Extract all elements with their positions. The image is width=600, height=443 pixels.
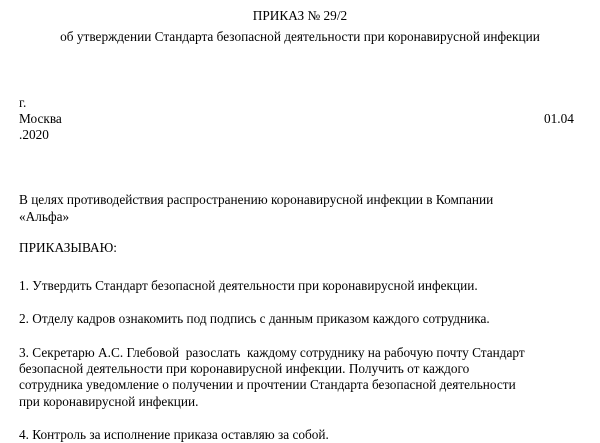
item-4: 4. Контроль за исполнение приказа оставляю за собой.: [19, 427, 329, 442]
order-title: ПРИКАЗ № 29/2: [252, 8, 348, 23]
date-year: .2020: [19, 127, 49, 142]
item-2: 2. Отделу кадров ознакомить под подпись с данным приказом каждого сотрудника.: [19, 311, 490, 326]
item-3-line-3: сотрудника уведомление о получении и прочтении Стандарта безопасной деятельности: [19, 377, 516, 392]
date-day-month: 01.04: [544, 111, 574, 126]
order-word: ПРИКАЗЫВАЮ:: [19, 240, 117, 255]
city-prefix: г.: [19, 95, 27, 110]
item-1: 1. Утвердить Стандарт безопасной деятельности при коронавирусной инфекции.: [19, 278, 478, 293]
preamble-line-2: «Альфа»: [19, 209, 70, 224]
item-3-line-1: 3. Секретарю А.С. Глебовой разослать каждому сотруднику на рабочую почту Стандарт: [19, 345, 525, 360]
city-name: Москва: [19, 111, 62, 126]
item-3-line-4: при коронавирусной инфекции.: [19, 394, 199, 409]
order-subtitle: об утверждении Стандарта безопасной деятельности при коронавирусной инфекции: [60, 29, 540, 44]
item-3-line-2: безопасной деятельности при коронавирусной инфекции. Получить от каждого: [19, 361, 470, 376]
preamble-line-1: В целях противодействия распространению коронавирусной инфекции в Компании: [19, 192, 494, 207]
